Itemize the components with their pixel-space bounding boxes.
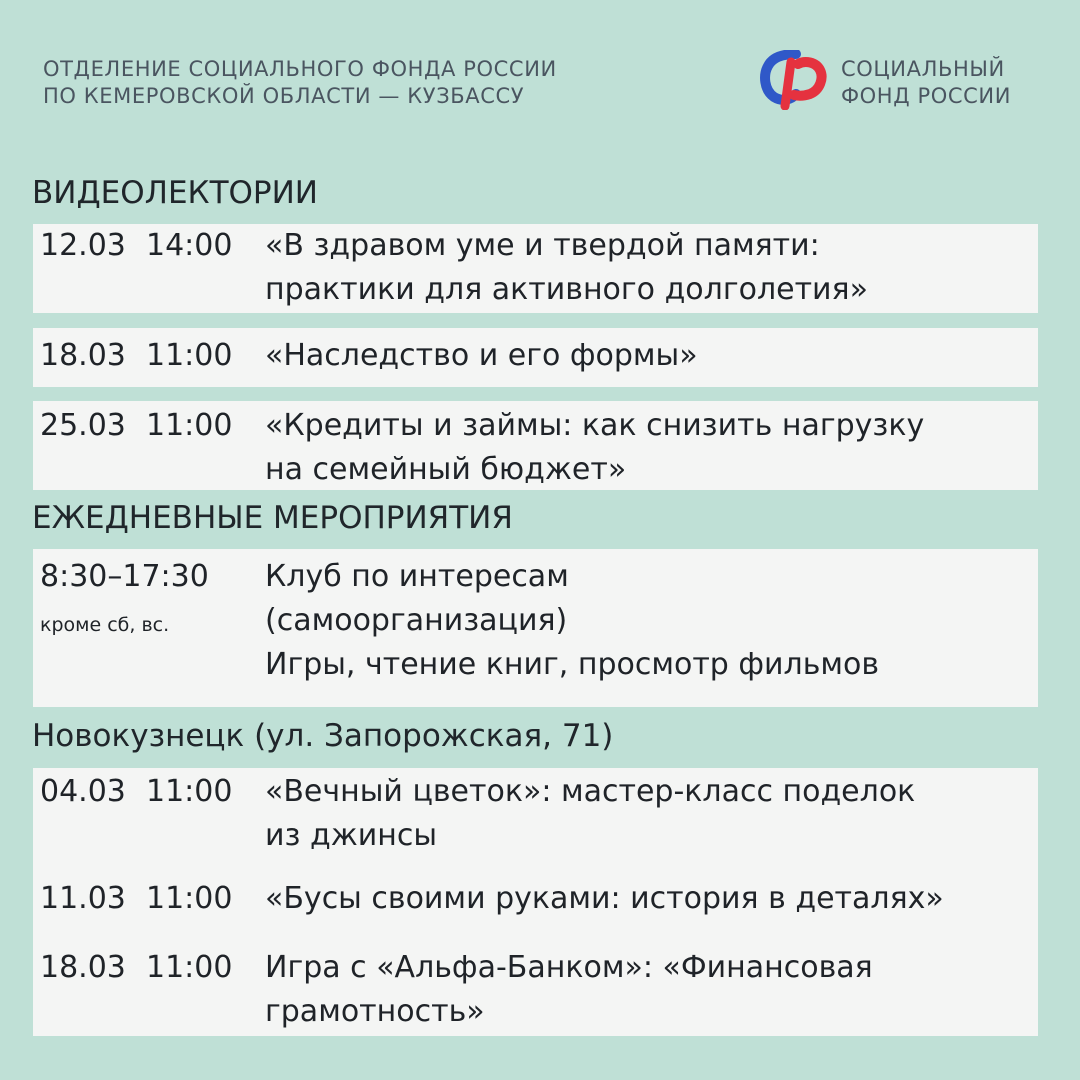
lecture-card: [33, 224, 1038, 313]
event-date: 12.03: [40, 228, 126, 263]
section-title-daily: ЕЖЕДНЕВНЫЕ МЕРОПРИЯТИЯ: [32, 500, 513, 536]
event-title-line2: практики для активного долголетия»: [265, 272, 868, 307]
daily-description-line1: Клуб по интересам: [265, 559, 569, 594]
lecture-card: [33, 328, 1038, 387]
event-title-line1: «В здравом уме и твердой памяти:: [265, 228, 820, 263]
brand-name: [841, 56, 1011, 110]
event-title: [265, 770, 915, 858]
event-title: [265, 334, 698, 378]
event-title: [265, 224, 868, 312]
event-title-line1: «Кредиты и займы: как снизить нагрузку: [265, 408, 925, 443]
event-title-line1: «Наследство и его формы»: [265, 338, 698, 373]
event-title-line2: из джинсы: [265, 818, 438, 853]
event-title-line2: на семейный бюджет»: [265, 452, 627, 487]
event-date: 18.03: [40, 338, 126, 373]
event-date: 18.03: [40, 950, 126, 985]
daily-except-note: кроме сб, вс.: [40, 614, 170, 636]
daily-card: [33, 549, 1038, 707]
brand: [758, 48, 1058, 118]
location-card: [33, 768, 1038, 1036]
event-date: 04.03: [40, 774, 126, 809]
event-time: 11:00: [146, 950, 233, 985]
event-time: 11:00: [146, 881, 233, 916]
event-title: [265, 877, 944, 921]
organization-name-line1: ОТДЕЛЕНИЕ СОЦИАЛЬНОГО ФОНДА РОССИИ: [43, 57, 557, 81]
event-date: 25.03: [40, 408, 126, 443]
brand-name-line2: ФОНД РОССИИ: [841, 84, 1012, 108]
event-title-line2: грамотность»: [265, 994, 485, 1029]
event-title: [265, 946, 873, 1034]
daily-description-line2: (самоорганизация): [265, 603, 568, 638]
daily-hours: 8:30–17:30: [40, 559, 209, 594]
event-time: 11:00: [146, 408, 233, 443]
event-title: [265, 404, 924, 492]
section-title-lectures: ВИДЕОЛЕКТОРИИ: [32, 175, 318, 211]
lecture-card: [33, 401, 1038, 490]
event-time: 11:00: [146, 774, 233, 809]
sfr-logo-icon: [758, 50, 828, 110]
event-title-line1: «Вечный цветок»: мастер-класс поделок: [265, 774, 916, 809]
event-date: 11.03: [40, 881, 126, 916]
event-title-line1: «Бусы своими руками: история в деталях»: [265, 881, 944, 916]
section-title-location: Новокузнецк (ул. Запорожская, 71): [32, 718, 614, 754]
daily-description: [265, 555, 879, 687]
organization-name-line2: ПО КЕМЕРОВСКОЙ ОБЛАСТИ — КУЗБАССУ: [43, 84, 525, 108]
event-time: 14:00: [146, 228, 233, 263]
organization-name: [43, 56, 557, 110]
event-time: 11:00: [146, 338, 233, 373]
daily-description-line3: Игры, чтение книг, просмотр фильмов: [265, 647, 880, 682]
brand-name-line1: СОЦИАЛЬНЫЙ: [841, 57, 1005, 81]
event-title-line1: Игра с «Альфа-Банком»: «Финансовая: [265, 950, 873, 985]
